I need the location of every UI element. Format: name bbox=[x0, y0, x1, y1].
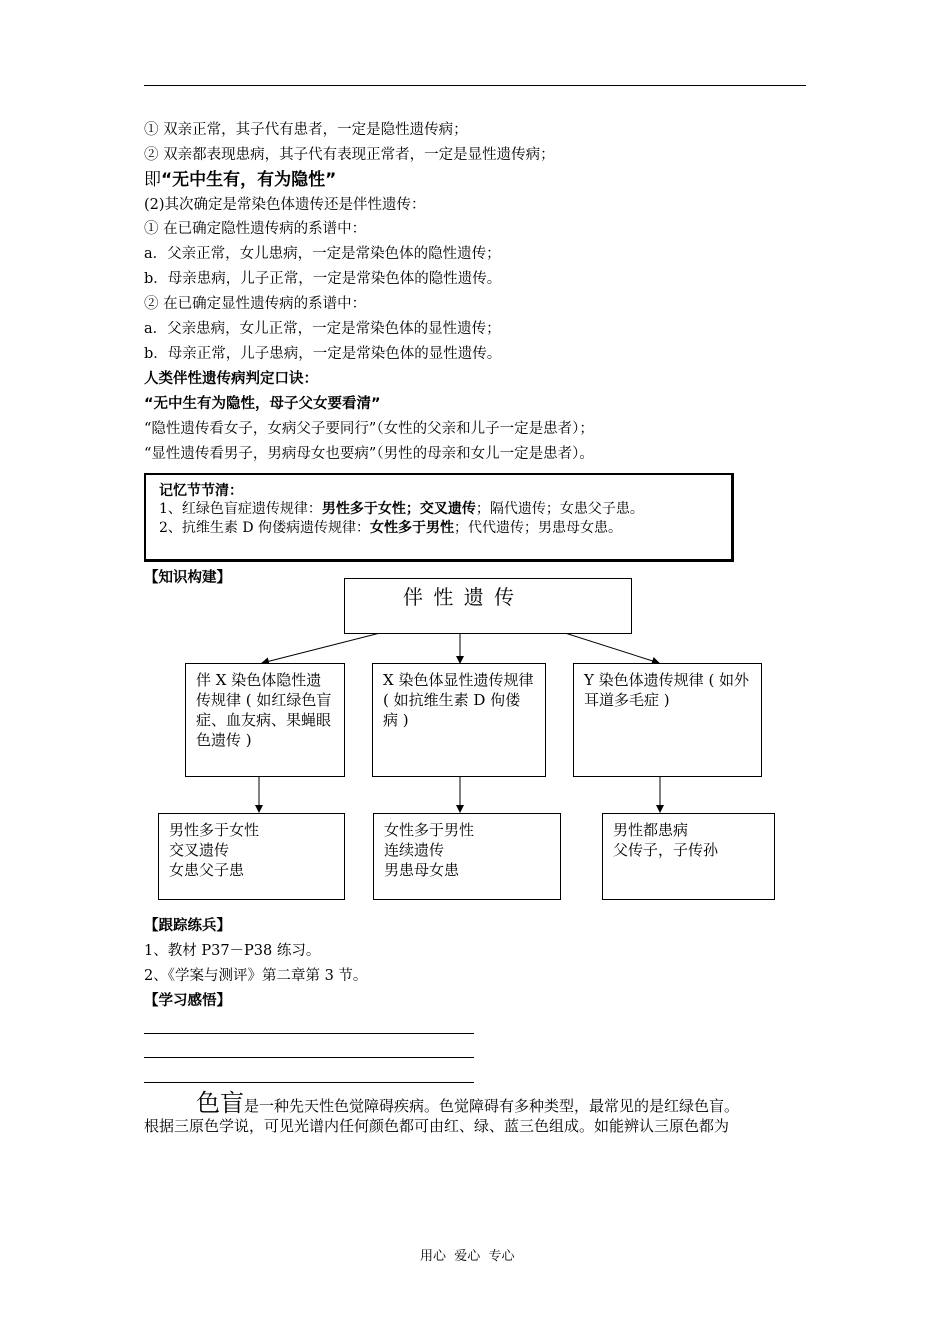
rule-line-10: b．母亲正常，儿子患病，一定是常染色体的显性遗传。 bbox=[144, 346, 502, 362]
memo-item-2-b: 女性多于男性 bbox=[370, 520, 455, 536]
memo-item-1-a: 1、红绿色盲症遗传规律： bbox=[159, 501, 322, 517]
branch-node-2 bbox=[372, 663, 546, 777]
rule-line-5: ① 在已确定隐性遗传病的系谱中： bbox=[144, 221, 367, 237]
leaf-node-2 bbox=[373, 813, 561, 900]
root-node-label: 伴 性 遗 传 bbox=[403, 585, 517, 609]
rule-line-4: (2)其次确定是常染色体遗传还是伴性遗传： bbox=[144, 197, 426, 213]
rule-line-8: ② 在已确定显性遗传病的系谱中： bbox=[144, 296, 367, 312]
leaf-node-2-line-1: 女性多于男性 bbox=[384, 821, 475, 839]
reflection-blank-line-2[interactable] bbox=[144, 1057, 474, 1058]
arrow-root-branch3 bbox=[565, 633, 659, 663]
root-node bbox=[344, 578, 632, 634]
colorblind-term: 色盲 bbox=[196, 1089, 244, 1117]
page-footer: 用心 爱心 专心 bbox=[420, 1249, 515, 1264]
reflection-heading: 【学习感悟】 bbox=[144, 993, 231, 1009]
leaf-node-2-line-3: 男患母女患 bbox=[384, 861, 460, 879]
rule-line-9: a．父亲患病，女儿正常，一定是常染色体的显性遗传； bbox=[144, 321, 501, 337]
reflection-blank-line-3[interactable] bbox=[144, 1082, 474, 1083]
branch-node-3 bbox=[573, 663, 762, 777]
leaf-node-1-line-2: 交叉遗传 bbox=[169, 841, 230, 859]
practice-item-2: 2、《学案与测评》第二章第 3 节。 bbox=[144, 968, 368, 984]
leaf-node-1-line-3: 女患父子患 bbox=[169, 861, 245, 879]
rule-line-3-emphasis: “无中生有，有为隐性” bbox=[161, 170, 337, 190]
practice-heading: 【跟踪练兵】 bbox=[144, 918, 231, 934]
mnemonic-line-2: “显性遗传看男子，男病母女也要病”（男性的母亲和女儿一定是患者）。 bbox=[144, 446, 594, 462]
branch-node-1-label: 伴 X 染色体隐性遗传规律 ( 如红绿色盲症、血友病、果蝇眼色遗传 ) bbox=[196, 671, 332, 749]
memo-title: 记忆节节清： bbox=[159, 483, 243, 499]
mnemonic-title: 人类伴性遗传病判定口诀： bbox=[144, 371, 318, 387]
rule-line-2: ② 双亲都表现患病，其子代有表现正常者，一定是显性遗传病； bbox=[144, 147, 555, 163]
leaf-node-2-line-2: 连续遗传 bbox=[384, 841, 445, 859]
colorblind-line-2: 根据三原色学说，可见光谱内任何颜色都可由红、绿、蓝三色组成。如能辨认三原色都为 bbox=[144, 1117, 730, 1135]
leaf-node-1 bbox=[158, 813, 345, 900]
leaf-node-3-line-1: 男性都患病 bbox=[613, 821, 689, 839]
reflection-blank-line-1[interactable] bbox=[144, 1033, 474, 1034]
rule-line-3-prefix: 即 bbox=[144, 170, 161, 190]
memo-item-2-a: 2、抗维生素 D 佝偻病遗传规律： bbox=[159, 520, 371, 536]
memo-item-1-b: 男性多于女性；交叉遗传 bbox=[321, 501, 476, 517]
memo-item-1-c: ；隔代遗传；女患父子患。 bbox=[475, 501, 644, 517]
knowledge-heading: 【知识构建】 bbox=[144, 570, 231, 586]
rule-line-1: ① 双亲正常，其子代有患者，一定是隐性遗传病； bbox=[144, 122, 468, 138]
mnemonic-line-1: “隐性遗传看女子，女病父子要同行”（女性的父亲和儿子一定是患者）； bbox=[144, 421, 594, 437]
branch-node-2-label: X 染色体显性遗传规律 ( 如抗维生素 D 佝偻病 ) bbox=[383, 671, 534, 729]
leaf-node-1-line-1: 男性多于女性 bbox=[169, 821, 260, 839]
leaf-node-3-line-2: 父传子，子传孙 bbox=[613, 841, 719, 859]
colorblind-line-1-rest: 是一种先天性色觉障碍疾病。色觉障碍有多种类型，最常见的是红绿色盲。 bbox=[244, 1097, 740, 1115]
leaf-node-3 bbox=[602, 813, 775, 900]
arrow-root-branch1 bbox=[262, 633, 380, 663]
branch-node-1 bbox=[185, 663, 345, 777]
practice-item-1: 1、教材 P37－P38 练习。 bbox=[144, 943, 321, 959]
rule-line-7: b．母亲患病，儿子正常，一定是常染色体的隐性遗传。 bbox=[144, 271, 502, 287]
memo-item-2-c: ；代代遗传；男患母女患。 bbox=[454, 520, 623, 536]
branch-node-3-label: Y 染色体遗传规律 ( 如外耳道多毛症 ) bbox=[584, 671, 750, 709]
mnemonic-bold: “无中生有为隐性，母子父女要看清” bbox=[144, 396, 381, 412]
rule-line-6: a．父亲正常，女儿患病，一定是常染色体的隐性遗传； bbox=[144, 246, 501, 262]
